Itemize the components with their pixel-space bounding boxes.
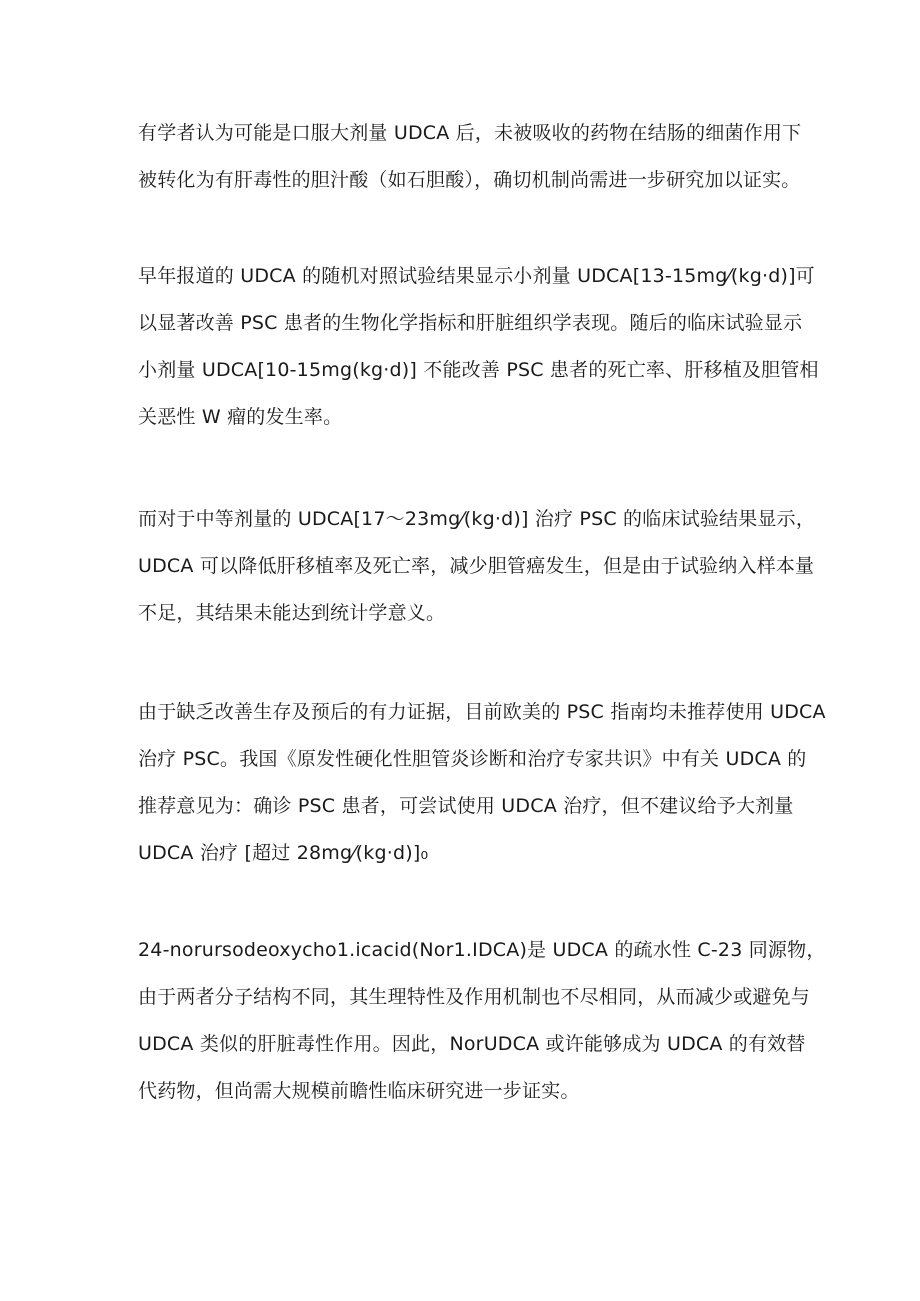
paragraph-line: 早年报道的 UDCA 的随机对照试验结果显示小剂量 UDCA[13-15mg⁄(kg·d)]可 (138, 265, 815, 287)
paragraph-line: 不足，其结果未能达到统计学意义。 (138, 602, 446, 624)
paragraph-line: 被转化为有肝毒性的胆汁酸（如石胆酸），确切机制尚需进一步研究加以证实。 (138, 169, 801, 191)
paragraph-line: UDCA 治疗 [超过 28mg⁄(kg·d)]₀ (138, 842, 429, 864)
paragraph-line: 由于两者分子结构不同，其生理特性及作用机制也不尽相同，从而减少或避免与 (138, 986, 811, 1008)
paragraph-line: 推荐意见为：确诊 PSC 患者，可尝试使用 UDCA 治疗，但不建议给予大剂量 (138, 795, 794, 817)
paragraph-line: 而对于中等剂量的 UDCA[17～23mg⁄(kg·d)] 治疗 PSC 的临床试验结果显示， (138, 508, 816, 530)
paragraph-line: 关恶性 W 瘤的发生率。 (138, 406, 343, 428)
paragraph-line: 治疗 PSC。我国《原发性硬化性胆管炎诊断和治疗专家共识》中有关 UDCA 的 (138, 748, 807, 770)
paragraph-line: 24-norursodeoxycho1.icacid(Nor1.IDCA)是 UDCA 的疏水性 C-23 同源物， (138, 939, 826, 961)
paragraph-2 (138, 253, 819, 441)
paragraph-line: 由于缺乏改善生存及预后的有力证据，目前欧美的 PSC 指南均未推荐使用 UDCA (138, 701, 826, 723)
paragraph-line: UDCA 可以降低肝移植率及死亡率，减少胆管癌发生，但是由于试验纳入样本量 (138, 555, 815, 577)
paragraph-3 (138, 496, 816, 637)
paragraph-line: UDCA 类似的肝脏毒性作用。因此，NorUDCA 或许能够成为 UDCA 的有效替 (138, 1033, 806, 1055)
paragraph-line: 代药物，但尚需大规模前瞻性临床研究进一步证实。 (138, 1080, 580, 1102)
paragraph-1 (138, 110, 802, 204)
paragraph-4 (138, 689, 826, 877)
paragraph-line: 有学者认为可能是口服大剂量 UDCA 后，未被吸收的药物在结肠的细菌作用下 (138, 122, 802, 144)
paragraph-5 (138, 927, 826, 1115)
paragraph-line: 以显著改善 PSC 患者的生物化学指标和肝脏组织学表现。随后的临床试验显示 (138, 312, 803, 334)
paragraph-line: 小剂量 UDCA[10-15mg(kg·d)] 不能改善 PSC 患者的死亡率、肝移植及胆管相 (138, 359, 819, 381)
